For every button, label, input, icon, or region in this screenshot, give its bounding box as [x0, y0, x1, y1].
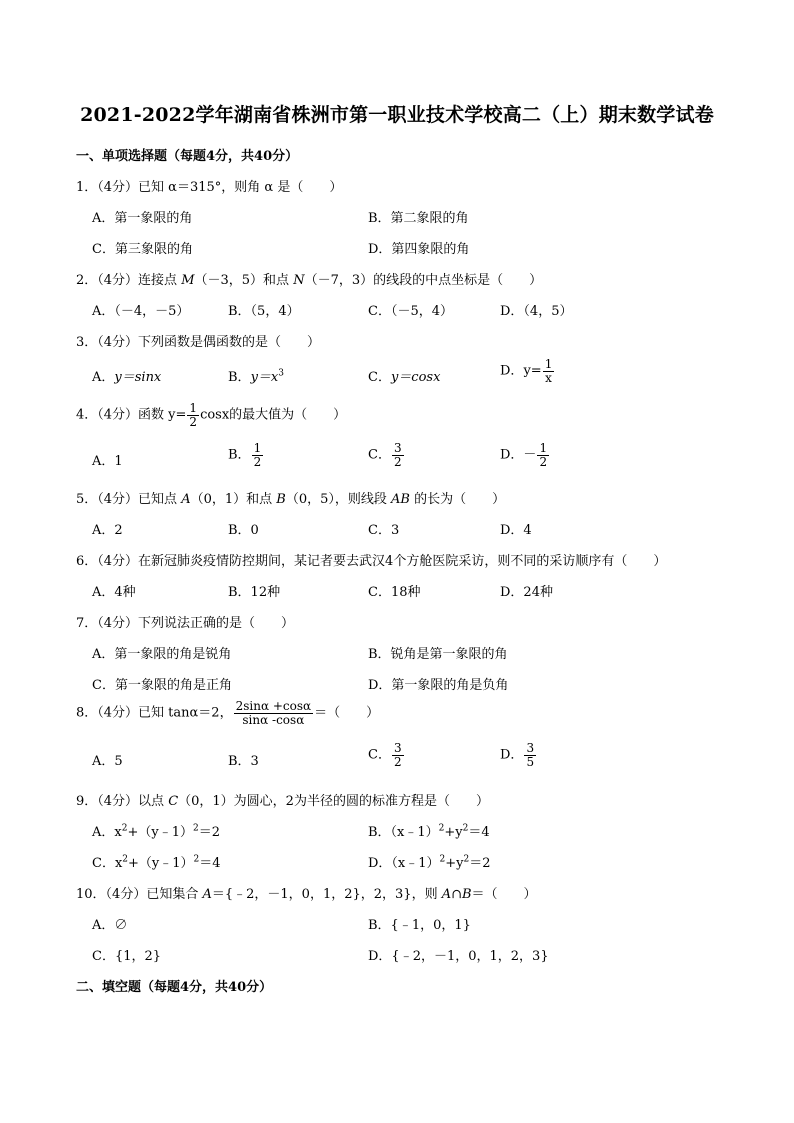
- fraction: [234, 700, 314, 726]
- question-9: [76, 790, 489, 809]
- question-stem: 以点: [138, 794, 169, 809]
- option-text: y＝cosx: [390, 370, 441, 385]
- option-text: ＝4: [199, 856, 221, 871]
- point-label: N: [293, 273, 305, 288]
- question-stem: 下列说法正确的是（ ）: [138, 616, 295, 631]
- option-text: +y: [444, 825, 463, 840]
- point-label: C: [168, 794, 179, 809]
- option-d: D．第四象限的角: [368, 242, 470, 257]
- option-a: A．（－4，－5）: [92, 304, 190, 319]
- question-stem: 函数 y=: [138, 407, 187, 423]
- question-number: 8．（4分）: [76, 705, 139, 721]
- denominator: 2: [393, 754, 402, 769]
- option-b: B．第二象限的角: [368, 211, 469, 226]
- option-d: D．24种: [500, 585, 553, 600]
- fraction: [537, 442, 549, 468]
- numerator: 3: [393, 441, 402, 455]
- question-stem: 的长为（ ）: [409, 492, 506, 507]
- denominator: sinα -cosα: [242, 712, 305, 727]
- question-5: [76, 488, 505, 507]
- question-stem: 下列函数是偶函数的是（ ）: [138, 335, 321, 350]
- option-text: y＝sinx: [114, 370, 162, 385]
- option-b: B．锐角是第一象限的角: [368, 647, 508, 662]
- question-stem: 已知点: [138, 492, 182, 507]
- section-heading-choice: 一、单项选择题（每题4分，共40分）: [76, 149, 299, 164]
- option-a: A．1: [92, 454, 123, 469]
- option-c: C．3: [368, 523, 400, 538]
- option-letter: D．－: [500, 447, 537, 463]
- question-stem: （0，1）和点: [190, 492, 277, 507]
- exponent: 2: [463, 854, 470, 865]
- option-text: +（y﹣1）: [127, 825, 193, 840]
- exponent: 2: [462, 823, 469, 834]
- option-text: B．（x﹣1）: [368, 825, 439, 840]
- question-1: [76, 176, 342, 195]
- exponent: 2: [193, 854, 200, 865]
- exponent: 2: [121, 823, 128, 834]
- denominator: x: [545, 370, 552, 385]
- question-stem: 在新冠肺炎疫情防控期间，某记者要去武汉4个方舱医院采访，则不同的采访顺序有（ ）: [138, 554, 667, 569]
- option-d: [500, 742, 537, 768]
- point-label: B: [276, 492, 286, 507]
- segment-label: AB: [391, 492, 410, 507]
- numerator: 3: [526, 741, 535, 755]
- question-stem: 已知 tanα＝2，: [138, 705, 233, 721]
- option-c: C．第三象限的角: [92, 242, 193, 257]
- question-number: 4．（4分）: [76, 407, 139, 423]
- fraction: [187, 402, 199, 428]
- exponent: 2: [122, 854, 129, 865]
- option-c: C．（－5，4）: [368, 304, 453, 319]
- option-b: B．3: [228, 754, 259, 769]
- option-letter: C．: [368, 447, 391, 463]
- option-c: C．18种: [368, 585, 421, 600]
- option-text: C．x: [92, 856, 123, 871]
- option-a: A．4种: [92, 585, 136, 600]
- question-stem: （－7，3）的线段的中点坐标是（ ）: [304, 273, 543, 288]
- option-b: B．12种: [228, 585, 281, 600]
- set-expression: A∩B: [441, 887, 472, 902]
- denominator: 2: [539, 454, 548, 469]
- fraction: [392, 742, 404, 768]
- option-d: D．4: [500, 523, 532, 538]
- option-b: [368, 821, 490, 840]
- option-letter: B．: [228, 370, 251, 385]
- section-heading-fill-blank: 二、填空题（每题4分，共40分）: [76, 980, 273, 995]
- option-d: D．第一象限的角是负角: [368, 678, 509, 693]
- question-stem: ＝（ ）: [314, 705, 380, 721]
- question-number: 9．（4分）: [76, 794, 139, 809]
- question-stem: （0，5），则线段: [285, 492, 392, 507]
- exponent: 2: [192, 823, 199, 834]
- option-letter: D．: [500, 747, 524, 763]
- denominator: 5: [526, 754, 535, 769]
- question-4: [76, 402, 346, 428]
- numerator: 2sinα +cosα: [235, 699, 312, 713]
- option-letter: C．: [368, 370, 391, 385]
- option-b: B．（5，4）: [228, 304, 300, 319]
- question-stem: cosx的最大值为（ ）: [200, 407, 347, 423]
- question-number: 6．（4分）: [76, 554, 139, 569]
- fraction: [543, 358, 555, 384]
- denominator: 2: [189, 414, 198, 429]
- question-3: [76, 331, 320, 350]
- option-letter: C．: [368, 747, 391, 763]
- question-number: 7．（4分）: [76, 616, 139, 631]
- question-stem: （－3，5）和点: [194, 273, 294, 288]
- option-text: y=: [523, 363, 542, 379]
- numerator: 1: [189, 401, 198, 415]
- exponent: 2: [438, 823, 445, 834]
- fraction: [392, 442, 404, 468]
- option-b: B．0: [228, 523, 259, 538]
- question-number: 10．（4分）: [76, 887, 147, 902]
- denominator: 2: [393, 454, 402, 469]
- option-text: ＝2: [469, 856, 491, 871]
- option-a: A．2: [92, 523, 123, 538]
- question-stem: （0，1）为圆心，2为半径的圆的标准方程是（ ）: [178, 794, 489, 809]
- option-text: +（y﹣1）: [128, 856, 194, 871]
- numerator: 1: [544, 357, 553, 371]
- exponent: 2: [439, 854, 446, 865]
- option-d: D．（4，5）: [500, 304, 573, 319]
- option-b: [228, 366, 284, 385]
- question-stem: 已知 α＝315°，则角 α 是（ ）: [138, 180, 343, 195]
- option-text: ＝4: [468, 825, 490, 840]
- option-a: [92, 366, 161, 385]
- option-c: C．第一象限的角是正角: [92, 678, 232, 693]
- option-c: [368, 442, 405, 468]
- option-d: D．{﹣2，－1，0，1，2，3}: [368, 949, 549, 964]
- option-d: [500, 442, 550, 468]
- point-label: M: [181, 273, 195, 288]
- question-number: 1．（4分）: [76, 180, 139, 195]
- question-stem: 连接点: [138, 273, 182, 288]
- numerator: 1: [539, 441, 548, 455]
- option-text: D．（x﹣1）: [368, 856, 440, 871]
- denominator: 2: [253, 454, 262, 469]
- question-2: [76, 269, 542, 288]
- option-d: [500, 358, 555, 384]
- option-b: B．{﹣1，0，1}: [368, 918, 471, 933]
- exam-title: 2021-2022学年湖南省株洲市第一职业技术学校高二（上）期末数学试卷: [80, 104, 714, 126]
- option-a: A．∅: [92, 918, 128, 933]
- option-text: +y: [445, 856, 464, 871]
- option-a: A．5: [92, 754, 123, 769]
- question-6: [76, 550, 666, 569]
- option-letter: A．: [92, 370, 115, 385]
- option-text: A．x: [92, 825, 122, 840]
- fraction: [252, 442, 264, 468]
- option-d: [368, 852, 491, 871]
- question-8: [76, 700, 379, 726]
- question-number: 2．（4分）: [76, 273, 139, 288]
- set-label: A: [202, 887, 212, 902]
- question-7: [76, 612, 294, 631]
- exponent: 3: [278, 368, 284, 379]
- question-number: 5．（4分）: [76, 492, 139, 507]
- question-10: [76, 883, 537, 902]
- question-stem: ＝（ ）: [471, 887, 537, 902]
- option-text: y＝x: [250, 370, 279, 385]
- option-a: [92, 821, 220, 840]
- fraction: [524, 742, 536, 768]
- question-number: 3．（4分）: [76, 335, 139, 350]
- numerator: 3: [393, 741, 402, 755]
- option-letter: B．: [228, 447, 251, 463]
- option-c: [368, 742, 405, 768]
- option-c: C．{1，2}: [92, 949, 162, 964]
- option-b: [228, 442, 264, 468]
- option-a: A．第一象限的角是锐角: [92, 647, 232, 662]
- option-letter: D．: [500, 363, 524, 379]
- option-a: A．第一象限的角: [92, 211, 193, 226]
- option-c: [92, 852, 221, 871]
- option-text: ＝2: [198, 825, 220, 840]
- option-c: [368, 366, 440, 385]
- numerator: 1: [253, 441, 262, 455]
- question-stem: 已知集合: [146, 887, 203, 902]
- question-stem: ＝{﹣2，－1，0，1，2}，2，3}，则: [211, 887, 442, 902]
- point-label: A: [181, 492, 191, 507]
